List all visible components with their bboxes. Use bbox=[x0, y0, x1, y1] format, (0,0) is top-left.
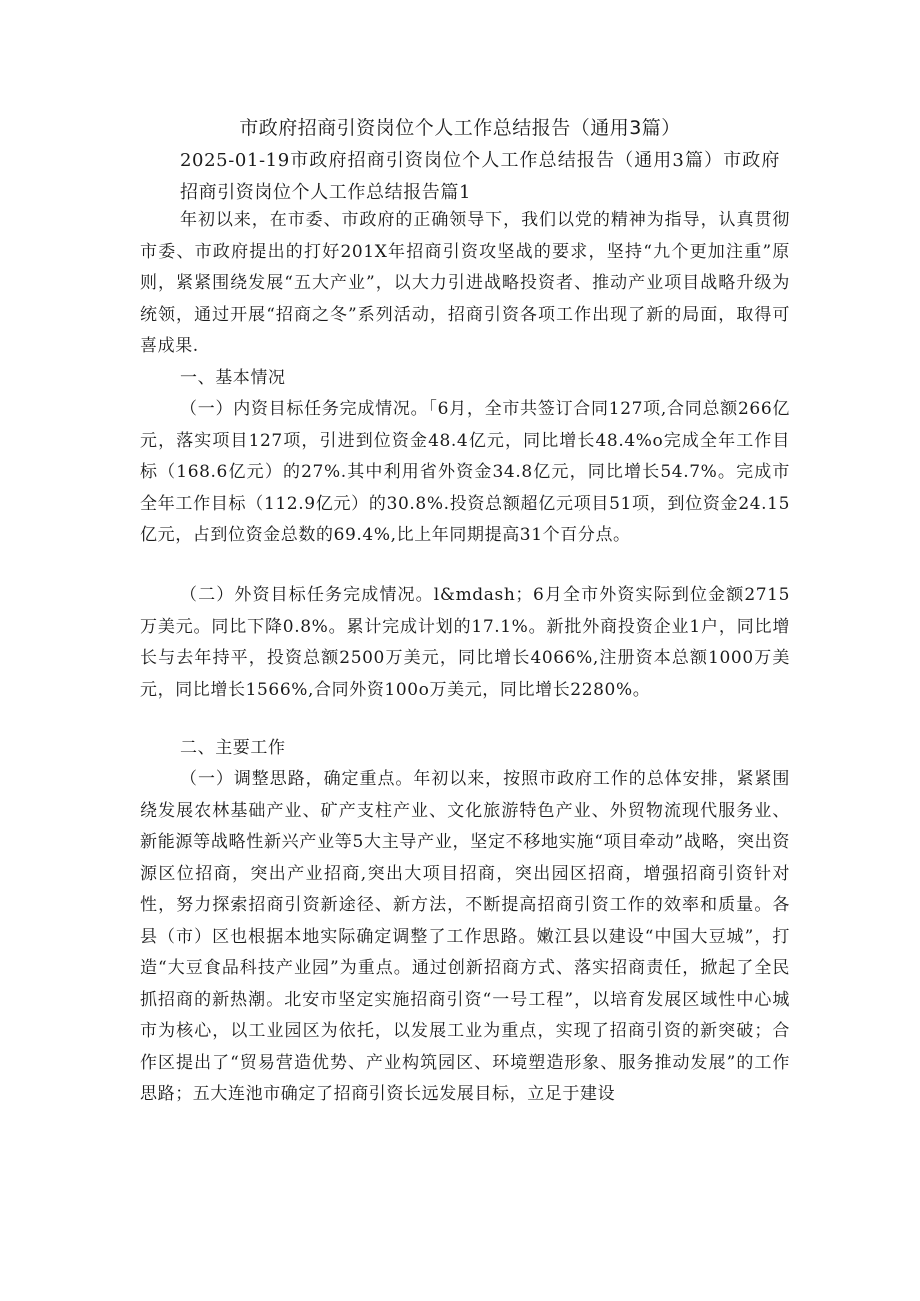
section-heading-main-work: 二、主要工作 bbox=[180, 738, 286, 758]
section-heading-basic-situation: 一、基本情况 bbox=[180, 368, 286, 388]
paragraph-adjust-thinking: （一）调整思路，确定重点。年初以来，按照市政府工作的总体安排，紧紧围绕发展农林基础产业、矿产支柱产业、文化旅游特色产业、外贸物流现代服务业、新能源等战略性新兴产业等5大主导产业，坚定不移地实施“项目牵动”战略，突出资源区位招商，突出产业招商,突出大项目招商，突出园区招商，增强招商引资针对性，努力探索招商引资新途径、新方法，不断提高招商引资工作的效率和质量。各县（市）区也根据本地实际确定调整了工作思路。嫩江县以建设“中国大豆城”，打造“大豆食品科技产业园”为重点。通过创新招商方式、落实招商责任，掀起了全民抓招商的新热潮。北安市坚定实施招商引资“一号工程”，以培育发展区域性中心城市为核心，以工业园区为依托，以发展工业为重点，实现了招商引资的新突破；合作区提出了“贸易营造优势、产业构筑园区、环境塑造形象、服务推动发展”的工作思路；五大连池市确定了招商引资长远发展目标，立足于建设 bbox=[140, 769, 790, 1104]
paragraph-domestic-capital: （一）内资目标任务完成情况。「6月，全市共签订合同127项,合同总额266亿元，落实项目127项，引进到位资金48.4亿元，同比增长48.4%o完成全年工作目标（168.6亿元）的27%.其中利用省外资金34.8亿元，同比增长54.7%。完成市全年工作目标（112.9亿元）的30.8%.投资总额超亿元项目51项，到位资金24.15亿元，占到位资金总数的69.4%,比上年同期提高31个百分点。 bbox=[140, 399, 790, 545]
document-title: 市政府招商引资岗位个人工作总结报告（通用3篇） bbox=[239, 117, 681, 139]
paragraph-intro: 年初以来，在市委、市政府的正确领导下，我们以党的精神为指导，认真贯彻市委、市政府提出的打好201X年招商引资攻坚战的要求，坚持“九个更加注重”原则，紧紧围绕发展“五大产业”，以大力引进战略投资者、推动产业项目战略升级为统领，通过开展“招商之冬”系列活动，招商引资各项工作出现了新的局面，取得可喜成果. bbox=[140, 210, 790, 356]
document-subtitle: 2025-01-19市政府招商引资岗位个人工作总结报告（通用3篇）市政府招商引资岗位个人工作总结报告篇1 bbox=[180, 150, 780, 203]
paragraph-foreign-capital: （二）外资目标任务完成情况。l&mdash；6月全市外资实际到位金额2715万美元。同比下降0.8%。累计完成计划的17.1%。新批外商投资企业1户，同比增长与去年持平，投资总额2500万美元，同比增长4066%,注册资本总额1000万美元，同比增长1566%,合同外资100o万美元，同比增长2280%。 bbox=[140, 585, 790, 700]
